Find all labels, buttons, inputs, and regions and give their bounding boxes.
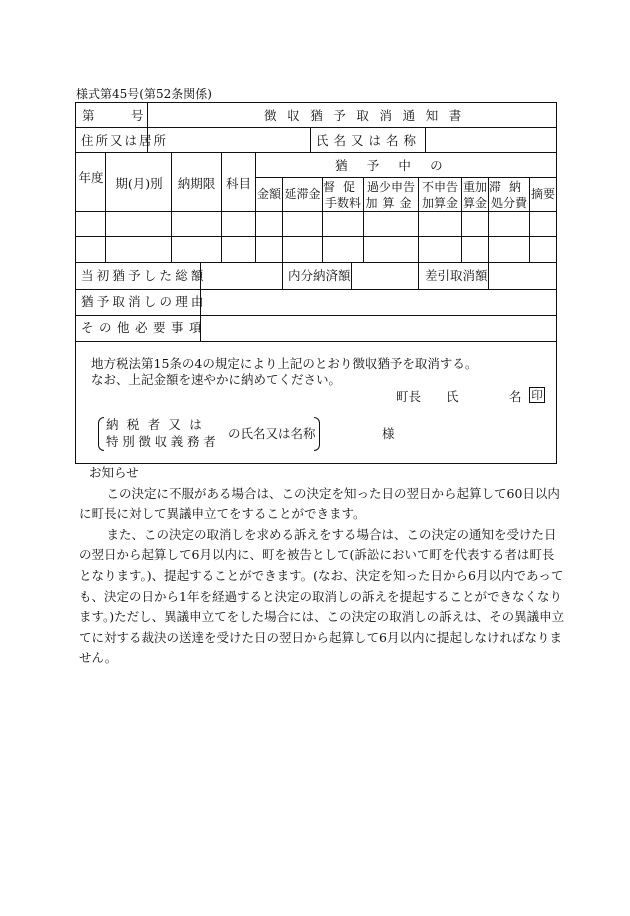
reason-label: 猶予取消しの理由: [81, 294, 207, 309]
row-divider: [76, 211, 556, 212]
number-label-2: 号: [131, 108, 144, 123]
notice-section: [79, 463, 565, 669]
notice-paragraph-2: また、この決定の取消しを求める訴えをする場合は、この決定の通知を受けた日の翌日から起算して6月以内に、町を被告として(訴訟において町を代表する者は町長となります。)、提起することができます。(なお、決定を知った日から6月以内であっても、決定の日から1年を経過すると決定の取消しの訴えを提起することができなくなります。)ただし、異議申立てをした場合には、この決定の取消しの訴えは、その異議申立てに対する裁決の送達を受けた日の翌日から起算して6月以内に提起しなければなりません。: [79, 526, 565, 666]
mayor-label: 町長: [396, 389, 422, 404]
col-item: 科目: [225, 176, 251, 191]
col-no-report-2: 加算金: [421, 196, 458, 210]
col-demand-fee-1: 督促: [323, 180, 364, 194]
col-disposition-1: 滞納: [489, 180, 530, 194]
row-divider: [76, 315, 556, 316]
document-title: 徴収猶予取消通知書: [264, 108, 472, 123]
col-no-report-1: 不申告: [421, 180, 458, 194]
notice-heading: お知らせ: [89, 465, 139, 480]
seal-mark: 印: [529, 387, 545, 403]
col-demand-fee-2: 手数料: [324, 196, 361, 210]
mayor-name-label-2: 名: [509, 389, 522, 404]
statement-line-1: 地方税法第15条の4の規定により上記のとおり徴収猶予を取消する。: [91, 356, 478, 371]
col-under-report-2: 加算金: [365, 196, 417, 210]
row-divider: [255, 177, 556, 178]
row-divider: [76, 289, 556, 290]
col-under-report-1: 過少申告: [366, 180, 415, 194]
row-divider: [76, 127, 556, 128]
col-year: 年度: [78, 170, 104, 185]
deducted-label: 差引取消額: [425, 268, 488, 283]
notice-paragraph-1: この決定に不服がある場合は、この決定を知った日の翌日から起算して60日以内に町長に対して異議申立てをすることができます。: [79, 485, 560, 522]
initial-total-label: 当初猶予した総額: [81, 268, 207, 283]
installment-label: 内分納済額: [288, 268, 351, 283]
right-brace: [314, 417, 320, 451]
honorific: 様: [382, 426, 395, 441]
number-label-1: 第: [82, 108, 95, 123]
address-label: 住所又は居所: [81, 133, 169, 148]
col-late-fee: 延滞金: [284, 187, 321, 201]
col-period: 期(月)別: [115, 176, 163, 191]
col-amount: 金額: [256, 187, 281, 201]
col-heavy-2: 算金: [462, 196, 487, 210]
row-divider: [76, 152, 556, 153]
name-label: 氏名又は名称: [316, 133, 422, 148]
col-remarks: 摘要: [530, 187, 555, 201]
mayor-name-label-1: 氏: [446, 389, 459, 404]
col-disposition-2: 処分費: [490, 196, 527, 210]
group-header: 猶予中の: [335, 158, 462, 173]
col-deadline: 納期限: [177, 176, 216, 191]
row-divider: [76, 262, 556, 263]
row-divider: [76, 236, 556, 237]
addressee-line-1: 納税者又は: [106, 417, 211, 432]
left-brace: [98, 417, 104, 451]
addressee-suffix: の氏名又は名称: [228, 426, 316, 441]
col-heavy-1: 重加: [462, 180, 487, 194]
form-id: 様式第45号(第52条関係): [76, 87, 212, 101]
addressee-line-2: 特別徴収義務者: [106, 434, 220, 449]
statement-line-2: なお、上記金額を速やかに納めてください。: [91, 372, 342, 387]
notification-form: [75, 102, 557, 464]
other-label: その他必要事項: [81, 320, 208, 335]
row-divider: [76, 341, 556, 342]
